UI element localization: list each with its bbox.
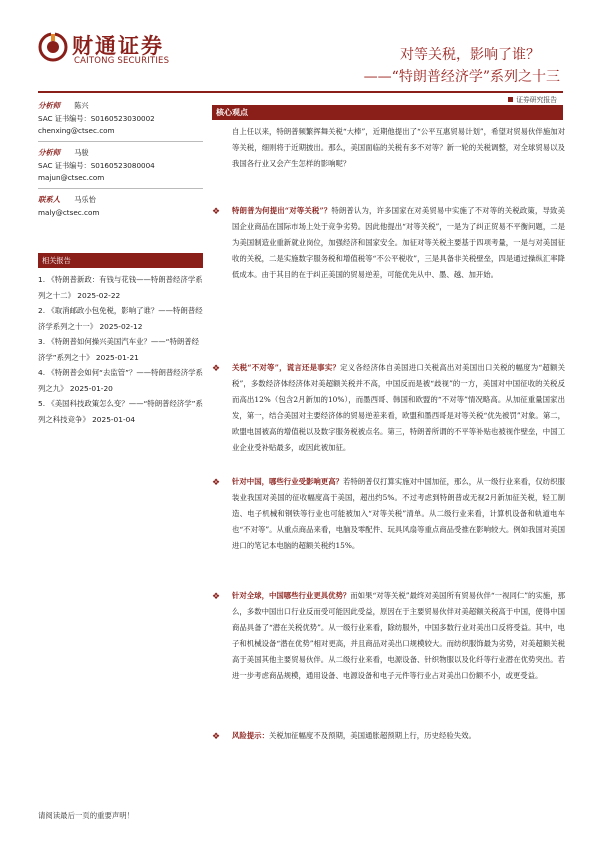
section-paragraph [232,474,565,554]
author-email[interactable]: chenxing@ctsec.com [38,126,115,135]
logo-name-en: CAITONG SECURITIES [74,56,170,66]
related-report-item[interactable]: 5. 《美国科技政策怎么变？——“特朗普经济学”系列之科技竞争》 2025-01-04 [38,399,203,424]
diamond-bullet-icon: ❖ [212,592,221,602]
risk-paragraph [232,728,565,744]
author-role: 联系人 [38,195,61,204]
section-head: 特朗普为何提出“对等关税”？ [232,206,332,215]
author-block [38,194,203,217]
author-name: 马乐怡 [74,195,96,204]
section-head: 针对中国，哪些行业受影响更高？ [232,477,343,486]
section-text: 特朗普认为，许多国家在对美贸易中实施了不对等的关税政策，导致美国企业商品在国际市场上处于竞争劣势。因此他提出“对等关税”，一是为了纠正贸易不平衡问题，二是为美国制造业重新就业岗位，加强经济和国家安全。加征对等关税主要基于四项考量，一是与对美国征收的关税，二是实施数字服务税和增值税等“不公平税收”，三是具备非关税壁垒，四是通过操纵汇率降低成本。由于其目的在于纠正美国的贸易逆差，可能优先从中、墨、越、加开始。 [232,206,565,279]
report-type [508,94,557,104]
diamond-bullet-icon: ❖ [212,207,221,217]
author-sidebar [38,100,203,800]
author-role: 分析师 [38,148,61,157]
author-block [38,147,203,182]
related-report-item[interactable]: 4. 《特朗普会如何“去监管”？——特朗普经济学系列之九》 2025-01-20 [38,368,203,393]
divider [38,141,203,142]
related-reports-heading: 相关报告 [38,253,203,268]
report-type-label: 证券研究报告 [516,96,557,104]
author-cert: SAC 证书编号：S0160523030002 [38,113,155,123]
author-role: 分析师 [38,101,61,110]
related-report-item[interactable]: 1. 《特朗普新政：有钱与花钱——特朗普经济学系列之十二》 2025-02-22 [38,275,203,300]
section-paragraph [232,360,565,456]
author-name: 陈兴 [74,101,89,110]
risk-text: 关税加征幅度不及预期，美国通胀超预期上行，历史经验失效。 [268,731,476,740]
author-block [38,100,203,135]
diamond-bullet-icon: ❖ [212,478,221,488]
logo-mark-icon [38,32,68,62]
author-name: 马骏 [74,148,89,157]
section-text: 而如果“对等关税”最终对美国所有贸易伙伴“一视同仁”的实施，那么，多数中国出口行业反而受可能因此受益，原因在于主要贸易伙伴对美超额关税高于中国，使得中国商品具备了“潜在关税优势”。从一级行业来看，除纺服外，中国多数行业对美出口反将受益。其中，电子和机械设备“潜在优势”相对更高，并且商品对美出口规模较大。而纺织服饰最为劣势，对美超额关税高于美国其他主要贸易伙伴。从二级行业来看，电源设备、针织物服以及化纤等行业潜在优势突出。若进一步考虑商品规模，通用设备、电源设备和电子元件等行业占对美出口份额不小，或更受益。 [232,591,565,680]
related-report-item[interactable]: 3. 《特朗普如何操兴美国汽车业？——“特朗普经济学”系列之十》 2025-01-21 [38,337,200,362]
section-head: 针对全球，中国哪些行业更具优势？ [232,591,351,600]
section-text: 定义各经济体自美国进口关税高出对美国出口关税的幅度为“超额关税”，多数经济体经济体对美超额关税并不高，中国反而是被“歧视”的一方，美国对中国征收的关税反而高出12%（包含2月新加的10%），而墨西哥、韩国和欧盟的“不对等”情况略高。从加征重量国家出发，第一，结合美国对主要经济体的贸易逆差来看，欧盟和墨西哥是对等关税“优先被罚”对象。第二，欧盟电国被高的增值税以及数字服务税被点名。第三，特朗普所谓的不平等补贴也被视作壁垒，中国工业企业受补贴最多，或因此被加征。 [232,363,565,452]
disclaimer-note: 请阅读最后一页的重要声明！ [38,811,135,820]
section-paragraph [232,203,565,283]
section-paragraph [232,588,565,684]
square-icon [508,97,513,102]
report-title: 对等关税，影响了谁？ [400,47,540,63]
header-rule [38,91,563,93]
risk-head: 风险提示： [232,731,269,740]
author-cert: SAC 证书编号：S0160523080004 [38,160,155,170]
intro-paragraph: 自上任以来，特朗普频繁挥舞关税“大棒”，近期他提出了“公平互惠贸易计划”，希望对贸易伙伴施加对等关税，细则将于近期披出。那么，美国面临的关税有多不对等？新一轮的关税调整，对全球贸易以及我国各行业又会产生怎样的影响呢？ [232,127,565,168]
logo-name-cn: 财通证券 [72,34,164,58]
divider [38,188,203,189]
related-reports-list [38,272,203,427]
company-logo [38,30,188,70]
report-subtitle: ——“特朗普经济学”系列之十三 [363,69,560,85]
author-email[interactable]: maly@ctsec.com [38,207,100,217]
section-head: 关税“不对等”，谎言还是事实？ [232,363,341,372]
core-views-heading: 核心观点 [212,105,563,120]
section-text: 若特朗普仅打算实施对中国加征，那么，从一级行业来看，仅纺织服装业我国对美国的征收幅度高于美国，超出约5%。不过考虑到特朗普或无视2月新加征关税，轻工制造、电子机械和钢铁等行业也可能被加入“对等关税”清单。从二级行业来看，计算机设备和轨道电车也“不对等”。从重点商品来看，电脑及零配件、玩具风扇等重点商品受推在影响较大。例如我国对美国进口的笔记本电脑的超额关税约15%。 [232,477,565,550]
related-report-item[interactable]: 2. 《取消邮政小包免税，影响了谁？——特朗普经济学系列之十一》 2025-02-12 [38,306,203,331]
author-email[interactable]: majun@ctsec.com [38,173,105,182]
diamond-bullet-icon: ❖ [212,364,221,374]
diamond-bullet-icon: ❖ [212,732,221,742]
